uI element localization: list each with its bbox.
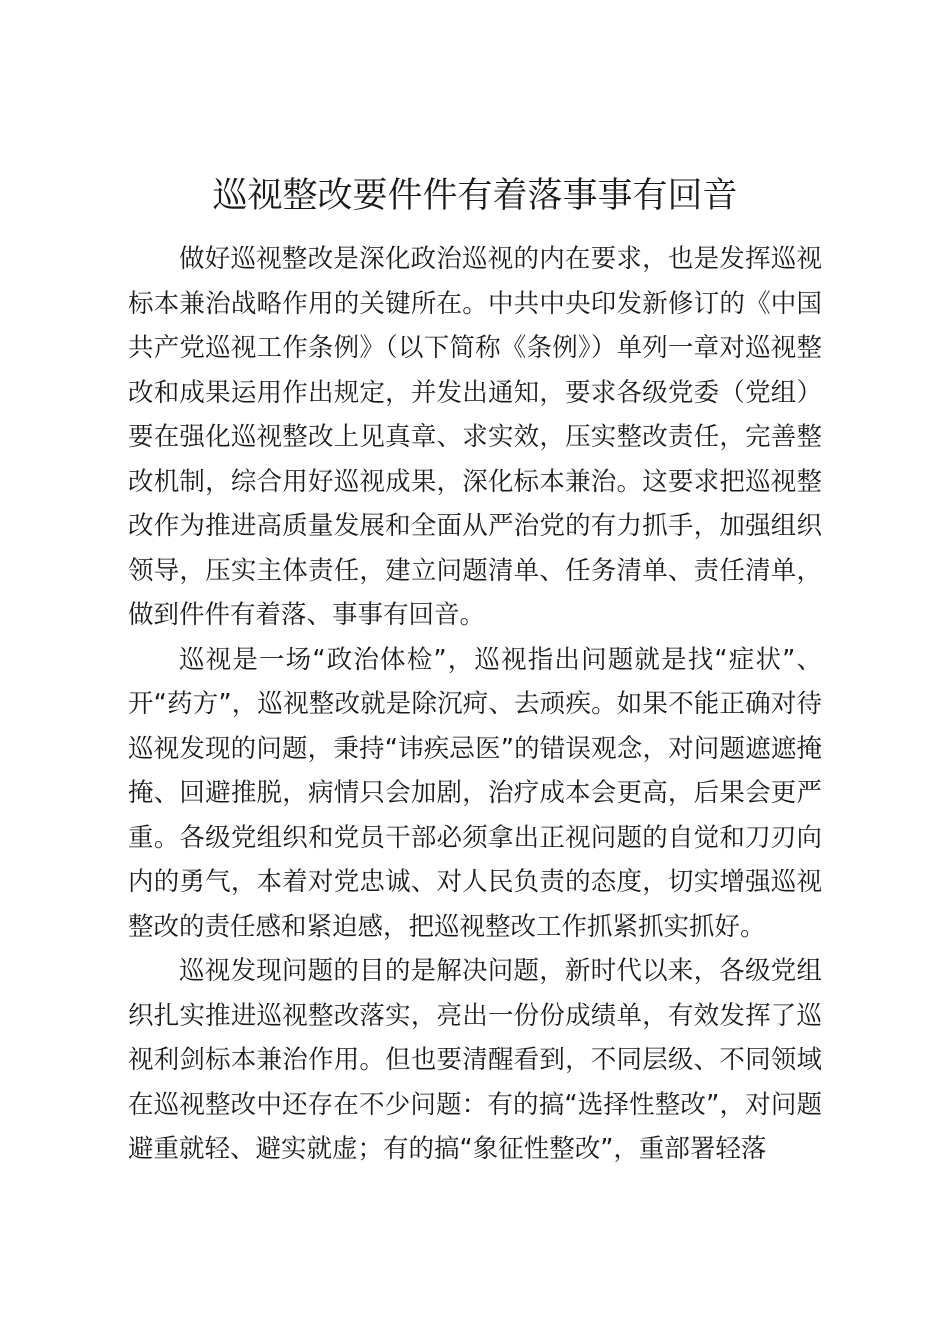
paragraph-3: 巡视发现问题的目的是解决问题，新时代以来，各级党组织扎实推进巡视整改落实，亮出一份份成绩单，有效发挥了巡视利剑标本兼治作用。但也要清醒看到，不同层级、不同领域在巡视整改中还存在不少问题：有的搞“选择性整改”，对问题避重就轻、避实就虚；有的搞“象征性整改”，重部署轻落	[128, 956, 822, 1164]
document-title: 巡视整改要件件有着落事事有回音	[212, 176, 738, 216]
document-body	[128, 237, 822, 1172]
paragraph-1: 做好巡视整改是深化政治巡视的内在要求，也是发挥巡视标本兼治战略作用的关键所在。中共中央印发新修订的《中国共产党巡视工作条例》（以下简称《条例》）单列一章对巡视整改和成果运用作出规定，并发出通知，要求各级党委（党组）要在强化巡视整改上见真章、求实效，压实整改责任，完善整改机制，综合用好巡视成果，深化标本兼治。这要求把巡视整改作为推进高质量发展和全面从严治党的有力抓手，加强组织领导，压实主体责任，建立问题清单、任务清单、责任清单，做到件件有着落、事事有回音。	[128, 244, 822, 630]
paragraph-2: 巡视是一场“政治体检”，巡视指出问题就是找“症状”、开“药方”，巡视整改就是除沉疴、去顽疾。如果不能正确对待巡视发现的问题，秉持“讳疾忌医”的错误观念，对问题遮遮掩掩、回避推脱，病情只会加剧，治疗成本会更高，后果会更严重。各级党组织和党员干部必须拿出正视问题的自觉和刀刃向内的勇气，本着对党忠诚、对人民负责的态度，切实增强巡视整改的责任感和紧迫感，把巡视整改工作抓紧抓实抓好。	[128, 644, 822, 942]
